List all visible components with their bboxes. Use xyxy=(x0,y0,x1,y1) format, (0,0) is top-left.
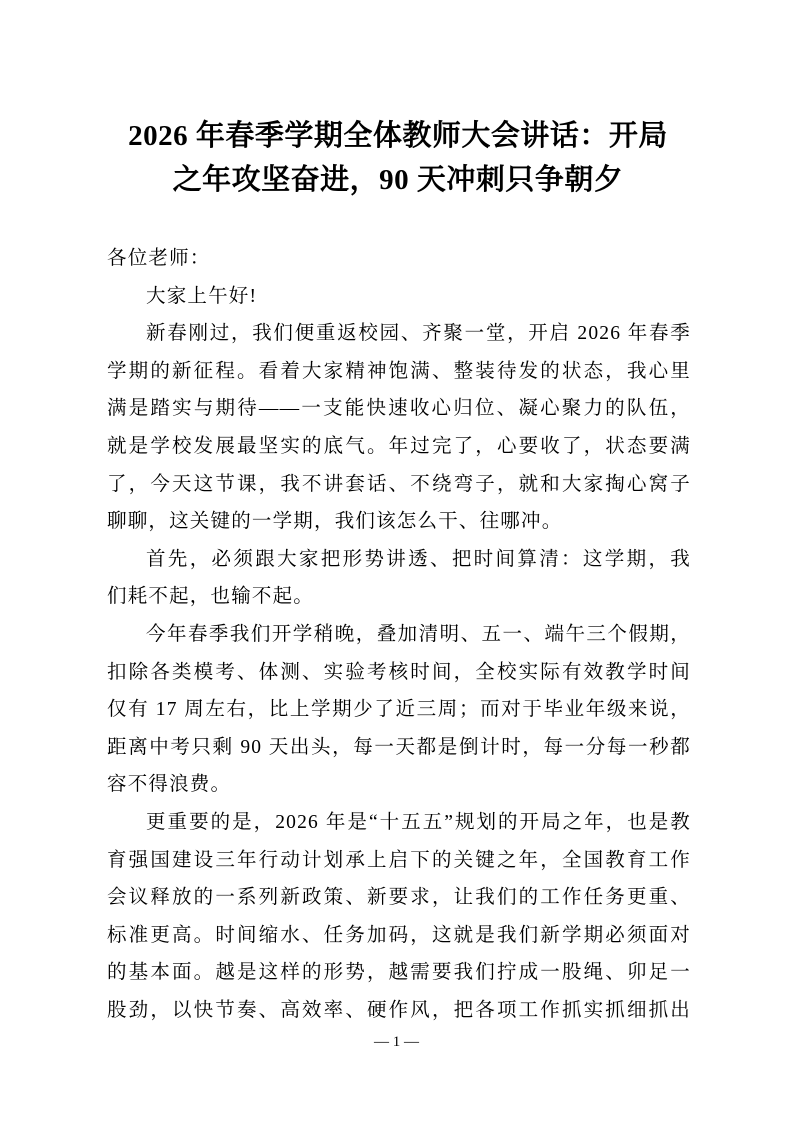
body-line: 扣除各类模考、体测、实验考核时间，全校实际有效教学时间 xyxy=(107,661,691,683)
body-line: 会议释放的一系列新政策、新要求，让我们的工作任务更重、 xyxy=(107,887,691,909)
body-line: 新春刚过，我们便重返校园、齐聚一堂，开启 2026 年春季 xyxy=(146,323,691,345)
body-line: 仅有 17 周左右，比上学期少了近三周；而对于毕业年级来说， xyxy=(107,699,691,721)
body-line: 就是学校发展最坚实的底气。年过完了，心要收了，状态要满 xyxy=(107,435,691,457)
body-line: 首先，必须跟大家把形势讲透、把时间算清：这学期，我 xyxy=(146,548,691,570)
body-line: 聊聊，这关键的一学期，我们该怎么干、往哪冲。 xyxy=(107,511,563,533)
salutation: 各位老师： xyxy=(107,248,211,269)
body-line: 了，今天这节课，我不讲套话、不绕弯子，就和大家掏心窝子 xyxy=(107,473,691,495)
body-line: 更重要的是，2026 年是“十五五”规划的开局之年，也是教 xyxy=(146,811,691,833)
body-line: 的基本面。越是这样的形势，越需要我们拧成一股绳、卯足一 xyxy=(107,962,691,984)
document-body xyxy=(107,240,691,1029)
title-line-1: 2026 年春季学期全体教师大会讲话：开局 xyxy=(128,120,668,152)
title-line-2: 之年攻坚奋进，90 天冲刺只争朝夕 xyxy=(172,164,624,196)
body-line: 容不得浪费。 xyxy=(107,774,232,796)
body-line: 学期的新征程。看着大家精神饱满、整装待发的状态，我心里 xyxy=(107,360,691,382)
body-line: 满是踏实与期待——一支能快速收心归位、凝心聚力的队伍， xyxy=(107,398,691,420)
body-line: 们耗不起，也输不起。 xyxy=(107,586,315,608)
body-line: 今年春季我们开学稍晚，叠加清明、五一、端午三个假期， xyxy=(146,623,691,645)
document-title xyxy=(100,114,696,202)
body-line: 大家上午好! xyxy=(146,285,258,307)
body-line: 股劲，以快节奏、高效率、硬作风，把各项工作抓实抓细抓出 xyxy=(107,999,691,1021)
page-number: — 1 — xyxy=(374,1034,419,1050)
body-line: 育强国建设三年行动计划承上启下的关键之年，全国教育工作 xyxy=(107,849,691,871)
body-line: 距离中考只剩 90 天出头，每一天都是倒计时，每一分每一秒都 xyxy=(107,736,691,758)
body-line: 标准更高。时间缩水、任务加码，这就是我们新学期必须面对 xyxy=(107,924,691,946)
